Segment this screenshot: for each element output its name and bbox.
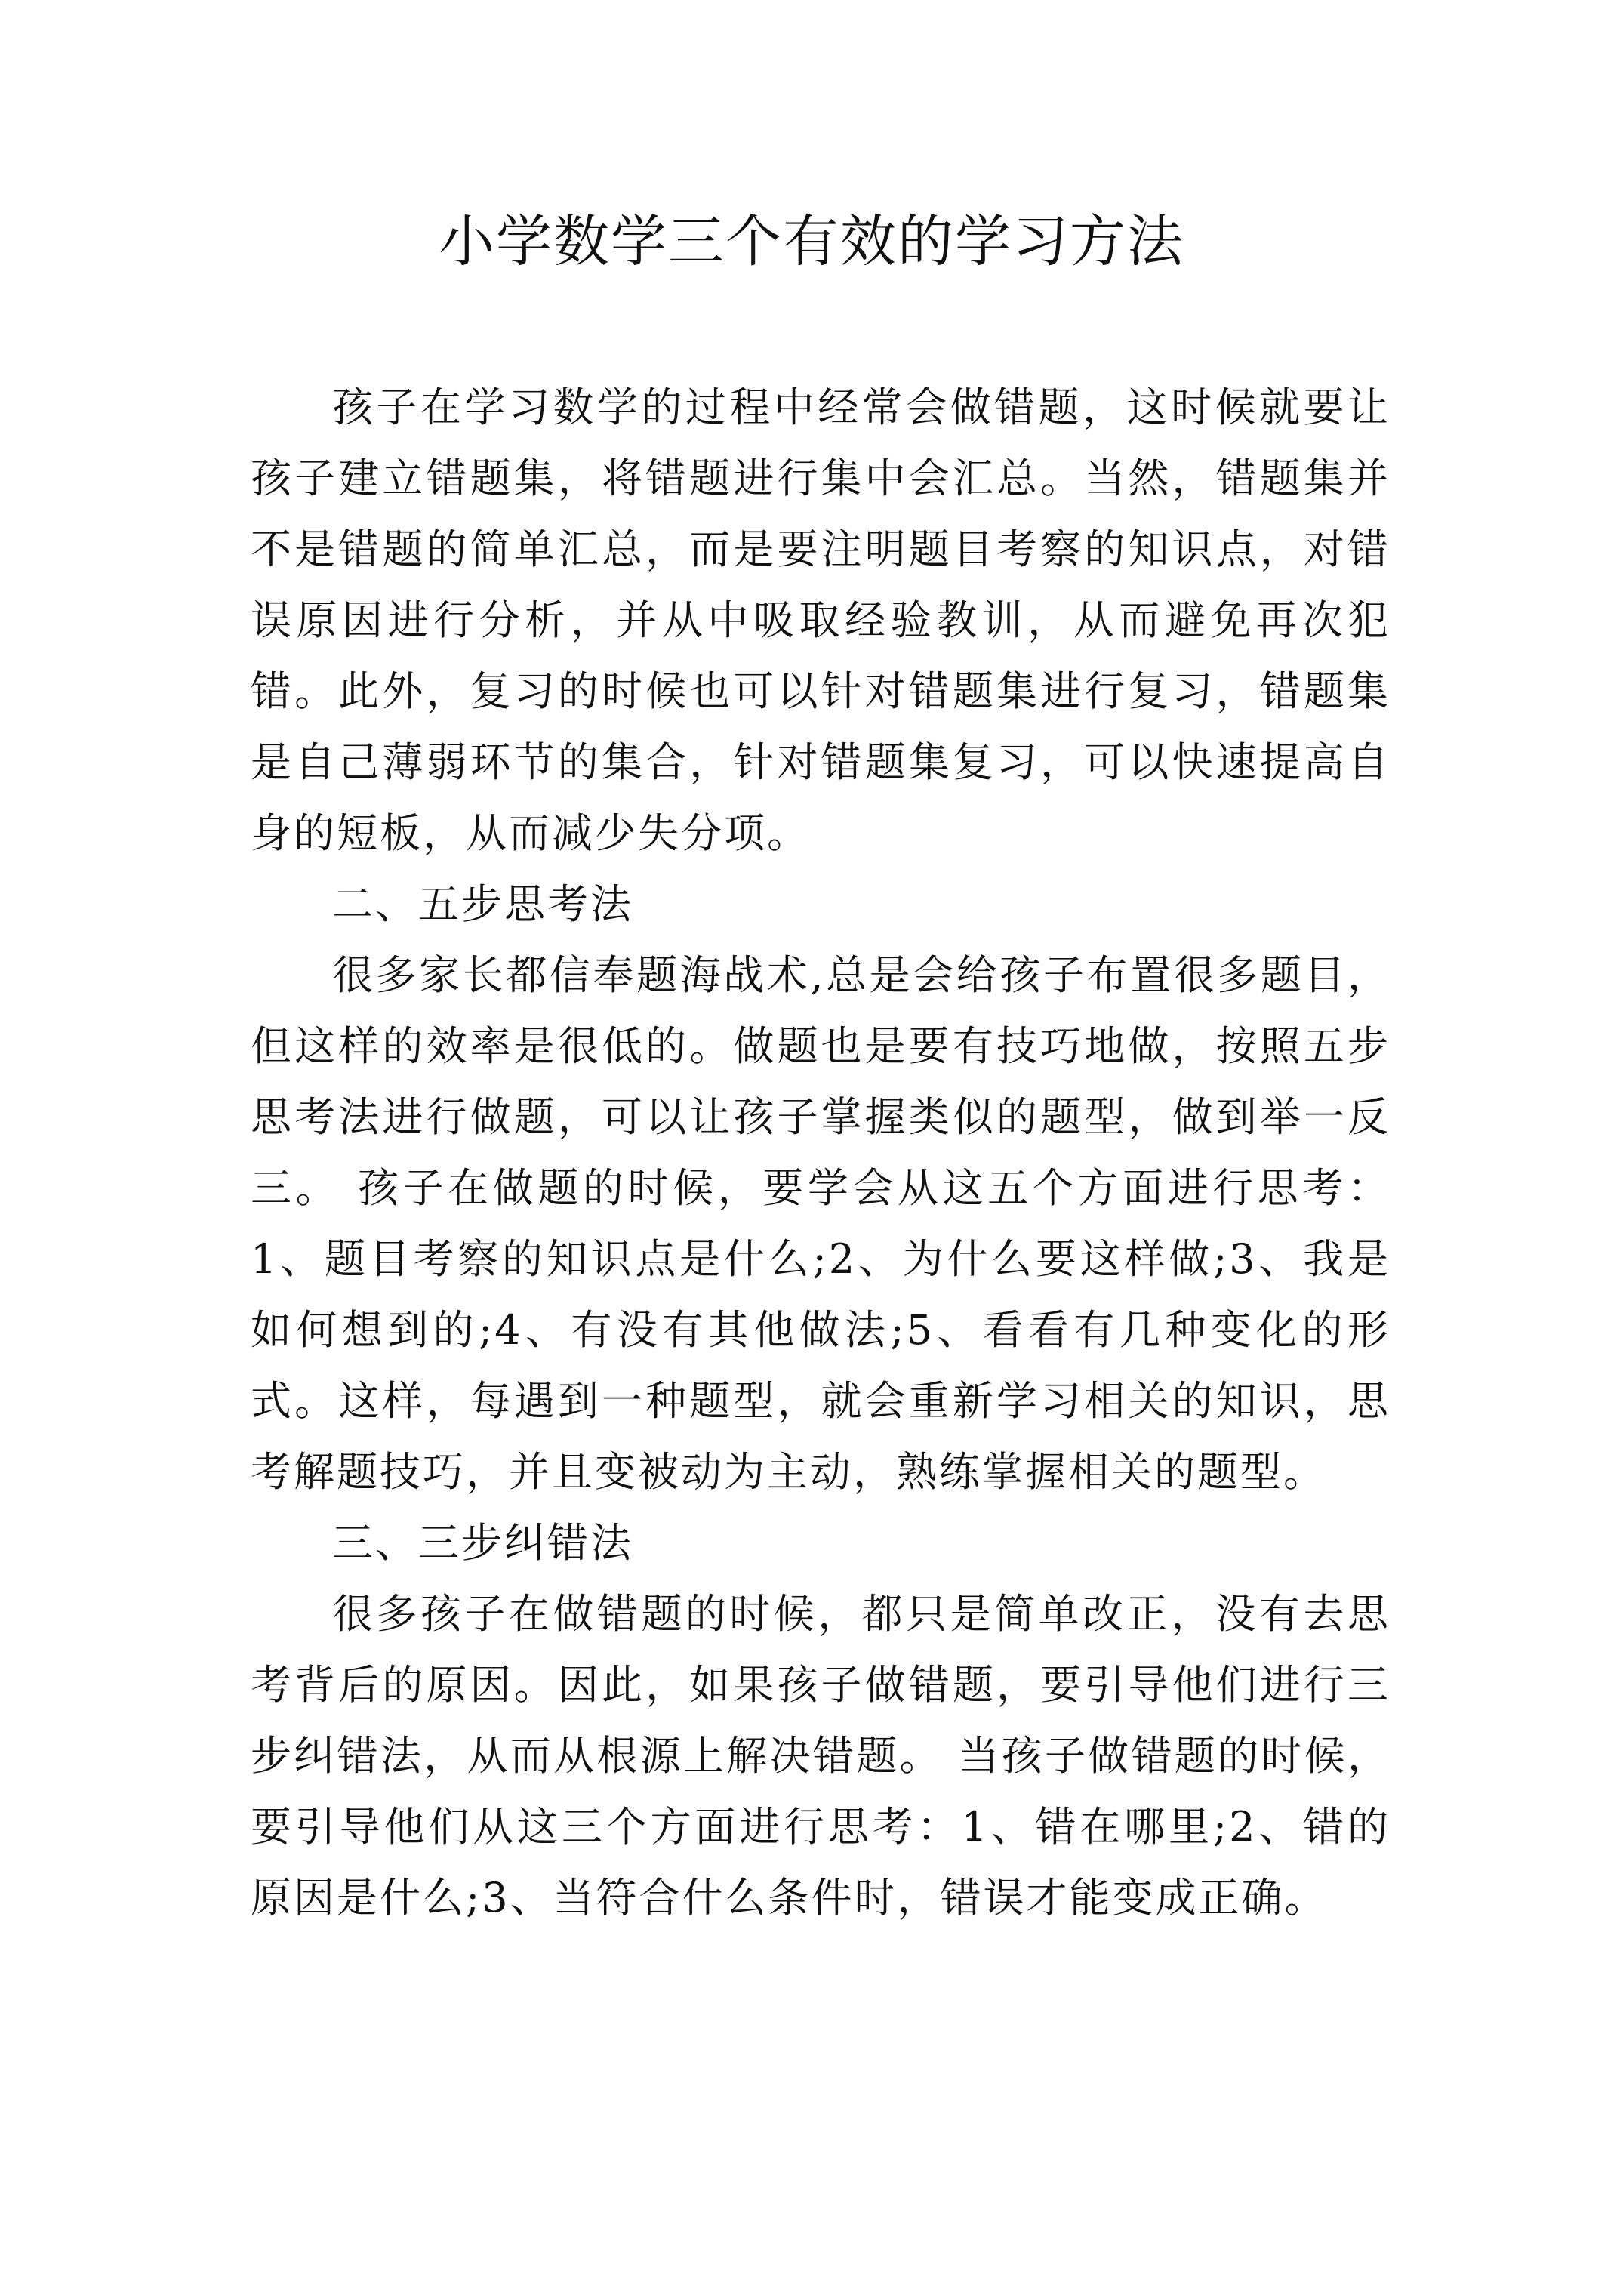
paragraph-error-notebook: 孩子在学习数学的过程中经常会做错题，这时候就要让孩子建立错题集，将错题进行集中会汇总。当然，错题集并不是错题的简单汇总，而是要注明题目考察的知识点，对错误原因进行分析，并从中吸取经验教训，从而避免再次犯错。此外，复习的时候也可以针对错题集进行复习，错题集是自己薄弱环节的集合，针对错题集复习，可以快速提高自身的短板，从而减少失分项。: [251, 384, 1390, 857]
section-heading-five-step: 二、五步思考法: [332, 880, 633, 928]
paragraph-three-step-method: 很多孩子在做错题的时候，都只是简单改正，没有去思考背后的原因。因此，如果孩子做错题，要引导他们进行三步纠错法，从而从根源上解决错题。 当孩子做错题的时候，要引导他们从这三个方面进行思考：1、错在哪里;2、错的原因是什么;3、当符合什么条件时，错误才能变成正确。: [251, 1590, 1390, 1922]
document-body: [251, 372, 1390, 1934]
section-heading-three-step: 三、三步纠错法: [332, 1519, 633, 1567]
paragraph-five-step-method: 很多家长都信奉题海战术,总是会给孩子布置很多题目，但这样的效率是很低的。做题也是要有技巧地做，按照五步思考法进行做题，可以让孩子掌握类似的题型，做到举一反三。 孩子在做题的时候，要学会从这五个方面进行思考：1、题目考察的知识点是什么;2、为什么要这样做;3、我是如何想到的;4、有没有其他做法;5、看看有几种变化的形式。这样，每遇到一种题型，就会重新学习相关的知识，思考解题技巧，并且变被动为主动，熟练掌握相关的题型。: [251, 951, 1390, 1496]
document-title: 小学数学三个有效的学习方法: [439, 209, 1184, 274]
